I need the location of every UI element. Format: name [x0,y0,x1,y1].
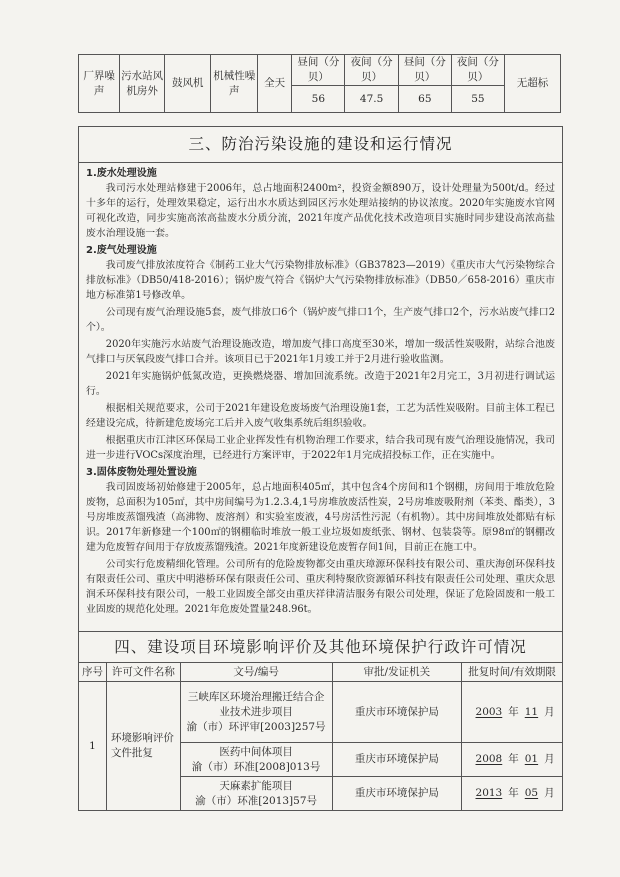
permit-row [79,682,563,743]
permit-number-cell [180,743,332,777]
permit-number-cell [180,682,332,743]
subsection-heading: 1.废水处理设施 [86,168,157,179]
month: 05 [524,787,539,799]
year-unit: 年 [508,787,519,799]
date-cell [462,743,563,777]
noise-value-cell: 47.5 [345,86,398,113]
year-unit: 年 [508,753,519,765]
project-name: 三峡库区环境治理搬迁结合企业技术进步项目 [187,690,325,718]
year: 2013 [475,787,503,799]
noise-type: 机械性噪声 [211,55,257,113]
project-name: 天麻素扩能项目 [219,779,293,792]
noise-result: 无超标 [504,55,560,113]
paragraph: 根据相关规范要求，公司于2021年建设危废场废气治理设施1套，工艺为活性炭吸附。目前主体工程已经建设完成，待新建危废场完工后并入废气收集系统后组织验收。 [86,403,555,429]
noise-value-cell: 65 [398,86,451,113]
paragraph: 公司实行危废精细化管理。公司所有的危险废物都交由重庆璋源环保科技有限公司、重庆海创环保科技有限责任公司、重庆中明港桥环保有限责任公司、重庆利特聚欣资源循环科技有限责任公司处理、重庆众思润禾环保科技有限公司，一般工业固废全部交由重庆祥律清洁服务有限公司处理，保证了危险固废和一般工业固废的规范化处理。2021年危废处置量248.96t。 [86,559,555,615]
noise-header-cell: 夜间（分贝） [451,55,504,86]
noise-header-cell: 昼间（分贝） [398,55,451,86]
row-number: 1 [79,682,107,811]
month: 11 [524,705,539,718]
project-name: 医药中间体项目 [219,745,293,758]
authority-cell: 重庆市环境保护局 [332,682,462,743]
noise-value-cell: 56 [292,86,345,113]
header-cell: 许可文件名称 [106,663,180,682]
permit-doc-name: 环境影响评价文件批复 [106,682,180,811]
permit-number-cell [180,777,332,811]
noise-header-cell: 夜间（分贝） [345,55,398,86]
noise-location: 污水站风机房外 [120,55,165,113]
subsection-heading: 3.固体废物处理处置设施 [86,467,197,478]
section-body [79,163,562,617]
month: 01 [524,753,539,765]
noise-header-cell: 昼间（分贝） [292,55,345,86]
year: 2003 [475,705,503,718]
paragraph: 公司现有废气治理设施5套，废气排放口6个（锅炉废气排口1个，生产废气排口2个，污水站废气排口2个）。 [86,307,555,333]
noise-category: 厂界噪声 [79,55,120,113]
date-cell [462,682,563,743]
paragraph: 根据重庆市江津区环保局工业企业挥发性有机物治理工作要求，结合我司现有废气治理设施情况，我司进一步进行VOCs深度治理，已经进行方案评审，于2022年1月完成招投标工作，正在实施中。 [86,435,555,461]
permit-header-row [79,663,563,682]
header-cell: 序号 [79,663,107,682]
header-cell: 文号/编号 [180,663,332,682]
paragraph: 我司废气排放浓度符合《制药工业大气污染物排放标准》（GB37823—2019）《重庆市大气污染物综合排放标准》（DB50/418-2016）；锅炉废气符合《锅炉大气污染物排放标准》（DB50／658-2016）重庆市地方标准第1号修改单。 [86,260,555,301]
document-number: 渝（市）环评审[2003]257号 [186,720,326,733]
year: 2008 [475,753,503,765]
month-unit: 月 [544,787,555,799]
noise-source: 鼓风机 [165,55,211,113]
subsection-heading: 2.废气处理设施 [86,245,157,256]
month-unit: 月 [544,705,555,718]
year-unit: 年 [508,705,519,718]
noise-value-cell: 55 [451,86,504,113]
paragraph: 我司污水处理站修建于2006年，总占地面积2400m²，投资金额890万，设计处理量为500t/d。经过十多年的运行，处理效果稳定，运行出水水质达到园区污水处理站接纳的协议浓度。2020年实施废水官网可视化改造，同步实施高浓高盐废水分质分流，2021年度产品优化技术改造项目实施时同步建设高浓高盐废水治理设施一套。 [86,183,555,239]
authority-cell: 重庆市环境保护局 [332,743,462,777]
document-number: 渝（市）环准[2008]013号 [191,760,321,773]
noise-row [79,55,561,86]
header-cell: 审批/发证机关 [332,663,462,682]
noise-period: 全天 [257,55,291,113]
paragraph: 2020年实施污水站废气治理设施改造，增加废气排口高度至30米，增加一级活性炭吸附，站综合池废气排口与厌氧段废气排口合并。该项目已于2021年1月竣工并于2月进行验收监测。 [86,339,555,365]
pollution-facilities-section [78,126,563,632]
permit-table [78,662,563,811]
paragraph: 2021年实施锅炉低氮改造，更换燃烧器、增加回流系统。改造于2021年2月完工，3月初进行调试运行。 [86,371,555,397]
document-number: 渝（市）环准[2013]57号 [195,794,318,807]
section-title: 四、建设项目环境影响评价及其他环境保护行政许可情况 [78,631,563,663]
month-unit: 月 [544,753,555,765]
date-cell [462,777,563,811]
paragraph: 我司固废场初始修建于2005年，总占地面积405㎡，其中包含4个房间和1个钢棚，房间用于堆放危险废物，总面积为105㎡，其中房间编号为1.2.3.4,1号房堆放废活性炭，2号房堆废吸附剂（苯类、酯类），3号房堆废蒸馏残渣（高沸物、废溶剂）和实验室废液，4号房活性污泥（有机物）。其中房间堆放处都贴有标识。2017年新修建一个100㎡的钢棚临时堆放一般工业垃圾如废纸张、钢材、包装袋等。原98㎡的钢棚改建为危废暂存间用于存放废蒸馏残渣。2021年度新建设危废暂存间1间，目前正在施工中。 [86,482,555,553]
authority-cell: 重庆市环境保护局 [332,777,462,811]
noise-monitoring-table [78,54,561,113]
section-title: 三、防治污染设施的建设和运行情况 [79,127,562,163]
header-cell: 批复时间/有效期限 [462,663,563,682]
